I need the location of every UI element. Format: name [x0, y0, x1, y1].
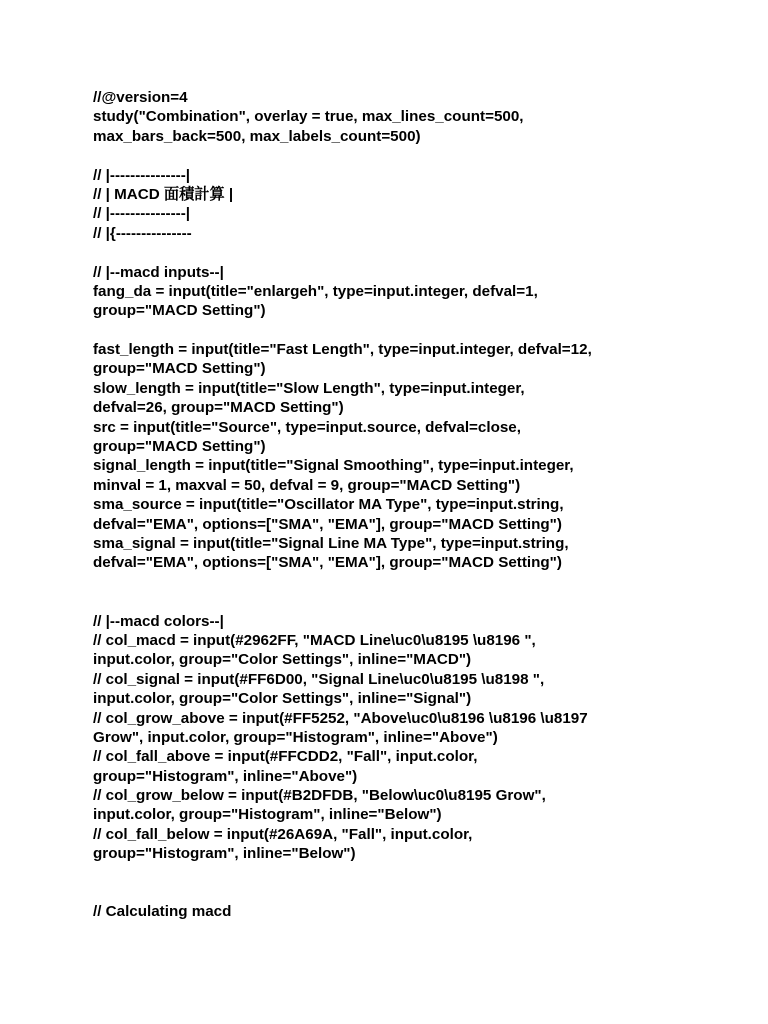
code-line: // |--macd inputs--|: [93, 263, 224, 281]
code-line: sma_signal = input(title="Signal Line MA Type", type=input.string,: [93, 534, 569, 552]
code-line: // col_grow_below = input(#B2DFDB, "Below\uc0\u8195 Grow",: [93, 787, 546, 805]
code-line: // |--macd colors--|: [93, 612, 224, 630]
blank-line: [93, 592, 733, 611]
blank-line: [93, 146, 733, 165]
code-line: input.color, group="Color Settings", inline="MACD"): [93, 651, 472, 669]
code-line: group="MACD Setting"): [93, 438, 266, 456]
code-line: fast_length = input(title="Fast Length", type=input.integer, defval=12,: [93, 341, 592, 359]
code-line: // | MACD 面積計算 |: [93, 185, 234, 203]
blank-line: [93, 883, 733, 902]
code-line: minval = 1, maxval = 50, defval = 9, group="MACD Setting"): [93, 476, 521, 494]
blank-line: [93, 573, 733, 592]
code-line: // |---------------|: [93, 166, 191, 184]
code-line: input.color, group="Histogram", inline="Below"): [93, 806, 442, 824]
code-line: // col_signal = input(#FF6D00, "Signal Line\uc0\u8195 \u8198 ",: [93, 670, 545, 688]
code-line: Grow", input.color, group="Histogram", inline="Above"): [93, 728, 498, 746]
code-line: // col_fall_below = input(#26A69A, "Fall", input.color,: [93, 825, 473, 843]
code-line: src = input(title="Source", type=input.source, defval=close,: [93, 418, 521, 436]
code-line: sma_source = input(title="Oscillator MA Type", type=input.string,: [93, 496, 564, 514]
code-line: max_bars_back=500, max_labels_count=500): [93, 127, 421, 145]
code-line: group="MACD Setting"): [93, 360, 266, 378]
code-listing: [93, 88, 733, 922]
code-line: fang_da = input(title="enlargeh", type=input.integer, defval=1,: [93, 282, 538, 300]
code-line: // col_grow_above = input(#FF5252, "Above\uc0\u8196 \u8196 \u8197: [93, 709, 588, 727]
code-line: // Calculating macd: [93, 903, 232, 921]
code-line: // col_macd = input(#2962FF, "MACD Line\uc0\u8195 \u8196 ",: [93, 631, 536, 649]
blank-line: [93, 243, 733, 262]
code-line: study("Combination", overlay = true, max_lines_count=500,: [93, 108, 524, 126]
code-line: slow_length = input(title="Slow Length", type=input.integer,: [93, 379, 525, 397]
blank-line: [93, 864, 733, 883]
code-line: defval="EMA", options=["SMA", "EMA"], group="MACD Setting"): [93, 515, 562, 533]
code-line: input.color, group="Color Settings", inline="Signal"): [93, 690, 472, 708]
code-line: group="Histogram", inline="Above"): [93, 767, 358, 785]
blank-line: [93, 321, 733, 340]
code-line: group="MACD Setting"): [93, 302, 266, 320]
code-line: defval="EMA", options=["SMA", "EMA"], group="MACD Setting"): [93, 554, 562, 572]
code-line: // |{---------------: [93, 224, 192, 242]
code-line: defval=26, group="MACD Setting"): [93, 399, 344, 417]
code-line: signal_length = input(title="Signal Smoothing", type=input.integer,: [93, 457, 574, 475]
code-line: group="Histogram", inline="Below"): [93, 845, 356, 863]
code-line: // |---------------|: [93, 205, 191, 223]
code-line: // col_fall_above = input(#FFCDD2, "Fall", input.color,: [93, 748, 478, 766]
code-line: //@version=4: [93, 89, 188, 106]
